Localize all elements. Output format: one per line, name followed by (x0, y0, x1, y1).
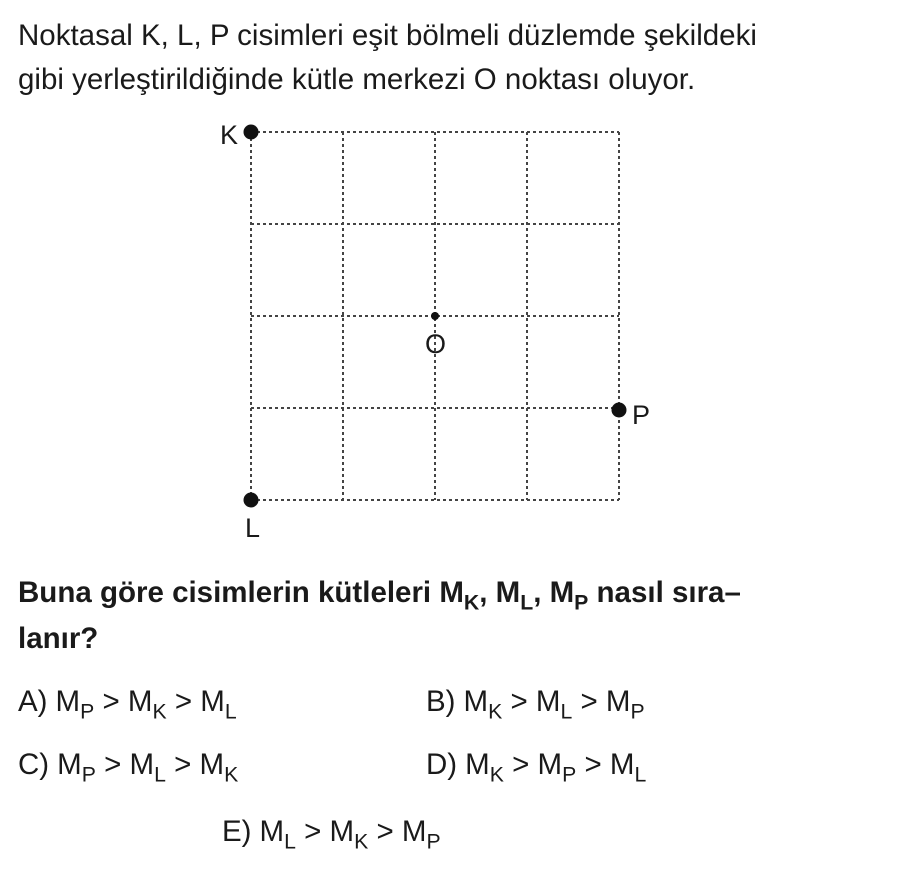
point-l (244, 493, 259, 508)
sub-l: L (520, 590, 534, 615)
option-sub: P (81, 762, 96, 787)
option-sub: K (489, 762, 504, 787)
option-term: M (463, 685, 489, 718)
option-sub: P (630, 699, 645, 724)
option-term: > M (165, 748, 225, 781)
sub-p: P (574, 590, 589, 615)
option-sub: L (284, 829, 296, 854)
question-line-2: lanır? (18, 622, 99, 655)
option-term: > M (94, 685, 153, 718)
option-sub: K (152, 699, 167, 724)
option-term: > M (95, 748, 155, 781)
question-sep-1: , M (479, 576, 521, 609)
question-line-1 (18, 570, 868, 616)
option-c[interactable] (18, 745, 238, 785)
option-term: M (55, 685, 81, 718)
option-term: > M (576, 748, 635, 781)
option-term: > M (502, 685, 561, 718)
question-sep-2: , M (533, 576, 575, 609)
option-sub: L (154, 762, 166, 787)
option-sub: P (426, 829, 441, 854)
option-letter: D) (426, 748, 458, 781)
option-a[interactable] (18, 682, 237, 722)
option-term: > M (572, 685, 631, 718)
problem-line-2: gibi yerleştirildiğinde kütle merkezi O noktası oluyor. (18, 63, 696, 96)
option-d[interactable] (426, 745, 646, 785)
question-lead: Buna göre cisimlerin kütleleri M (18, 576, 464, 609)
option-term: > M (166, 685, 225, 718)
question-text (18, 570, 868, 662)
option-e[interactable] (222, 812, 441, 852)
option-letter: B) (426, 685, 456, 718)
option-sub: P (80, 699, 95, 724)
option-sub: K (488, 699, 503, 724)
option-sub: K (354, 829, 369, 854)
sub-k: K (463, 590, 480, 615)
option-term: > M (295, 815, 355, 848)
label-o: O (425, 329, 447, 359)
option-b[interactable] (426, 682, 645, 722)
question-tail: nasıl sıra– (588, 576, 741, 609)
option-letter: E) (222, 815, 252, 848)
option-sub: L (560, 699, 573, 724)
point-p (612, 403, 627, 418)
option-letter: A) (18, 685, 48, 718)
option-term: M (259, 815, 285, 848)
option-sub: L (634, 762, 647, 787)
problem-line-1: Noktasal K, L, P cisimleri eşit bölmeli düzlemde şekildeki (18, 19, 757, 52)
option-sub: L (224, 699, 237, 724)
option-sub: P (562, 762, 577, 787)
label-p: P (632, 400, 651, 430)
option-term: M (57, 748, 82, 781)
option-term: > M (368, 815, 427, 848)
option-sub: K (224, 762, 239, 787)
point-k (244, 125, 259, 140)
label-k: K (220, 120, 239, 150)
option-term: > M (503, 748, 563, 781)
option-letter: C) (18, 748, 50, 781)
label-l: L (245, 513, 261, 543)
point-o (431, 312, 439, 320)
option-term: M (465, 748, 490, 781)
